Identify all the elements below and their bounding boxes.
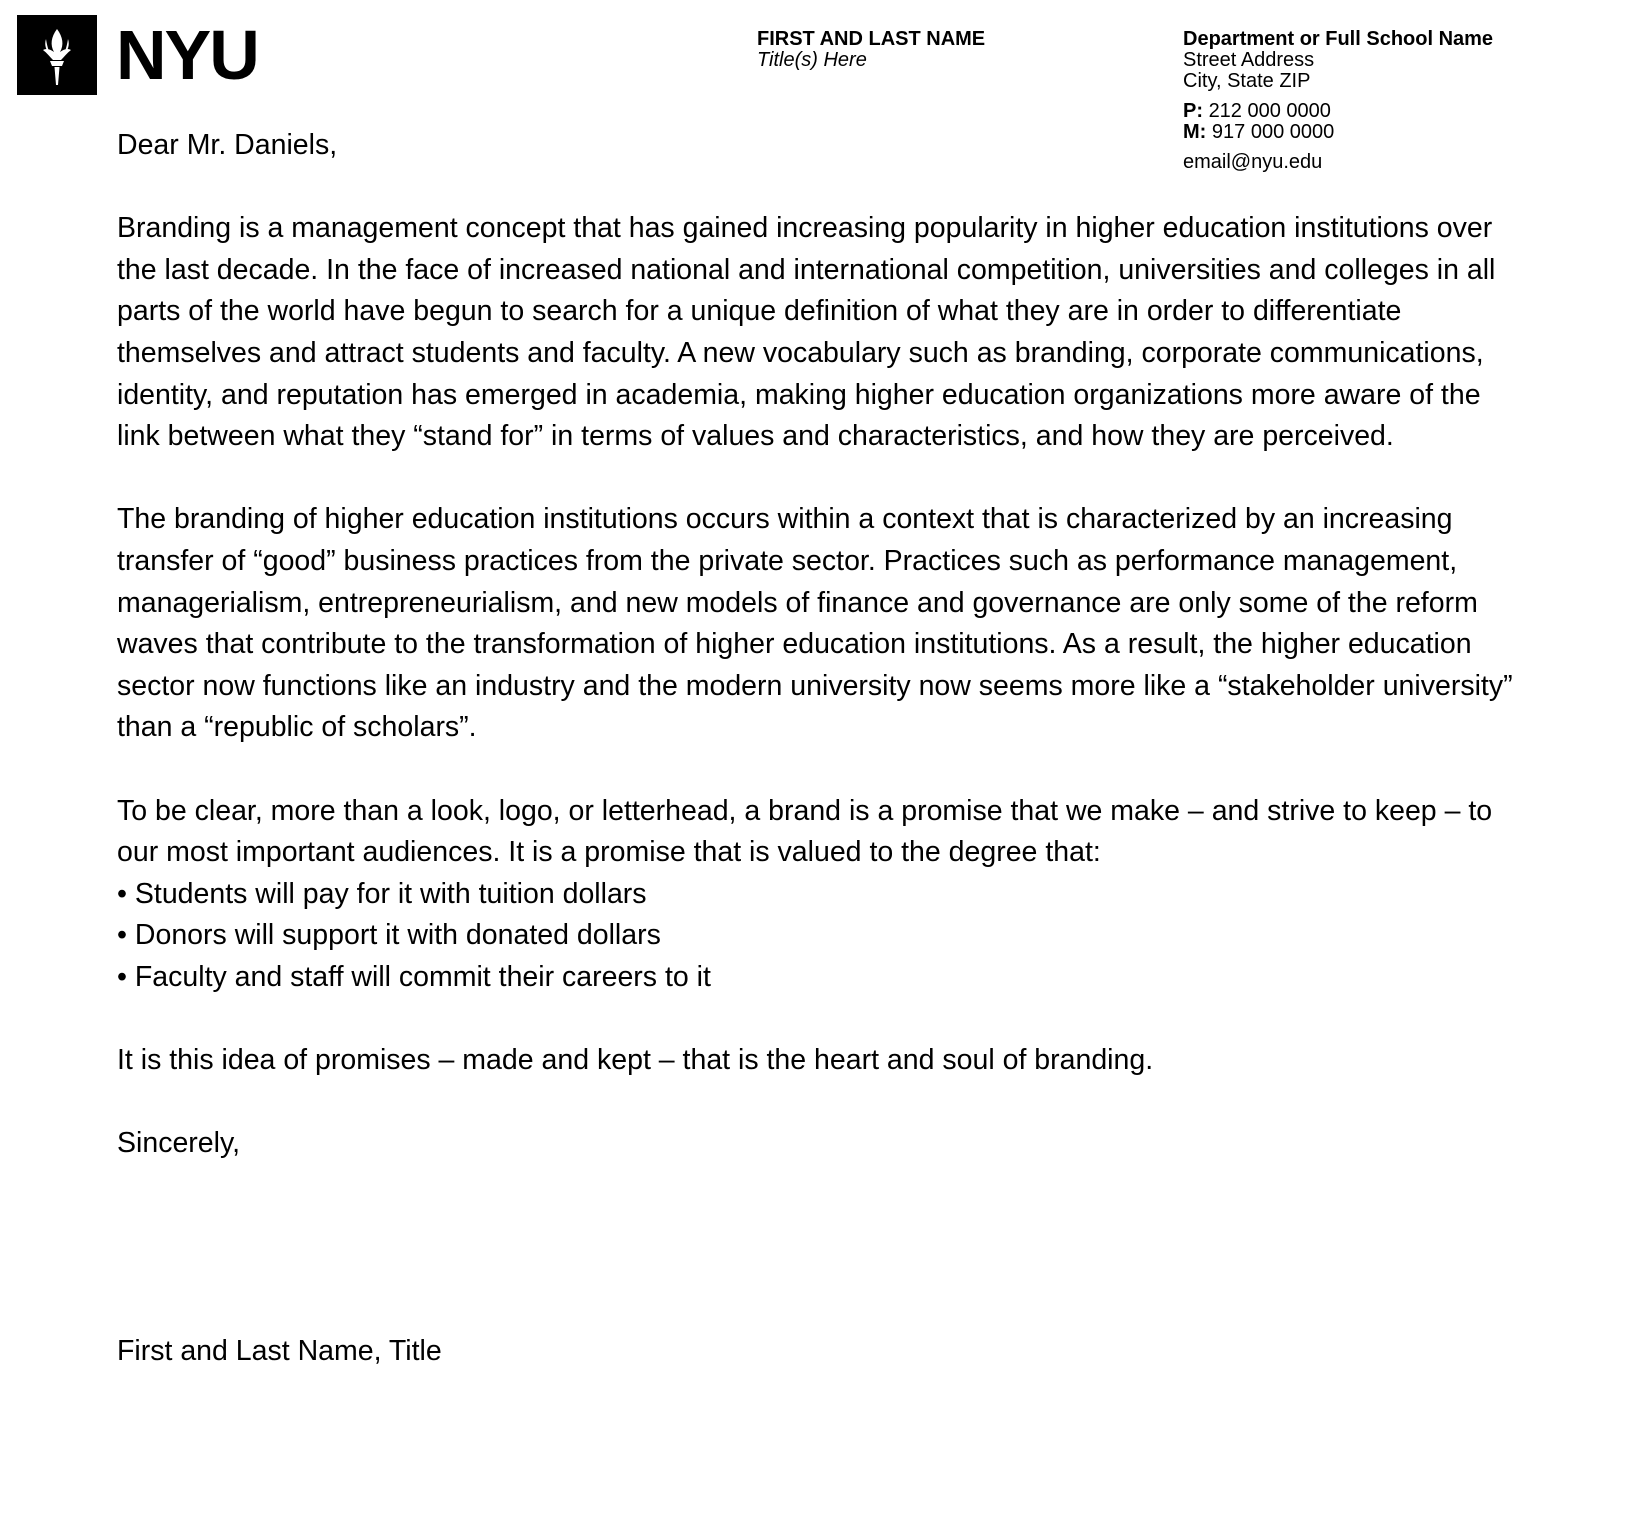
list-item: • Students will pay for it with tuition dollars [117, 877, 647, 910]
conclusion: It is this idea of promises – made and kept – that is the heart and soul of branding. [117, 1044, 1154, 1077]
mobile-label: M: [1183, 121, 1207, 143]
department-name: Department or Full School Name [1183, 28, 1494, 50]
nyu-wordmark: NYU [116, 16, 258, 94]
signature: First and Last Name, Title [117, 1334, 442, 1367]
salutation: Dear Mr. Daniels, [117, 129, 338, 161]
paragraph-2: The branding of higher education institutions occurs within a context that is characterized by an increasing transfer of “good” business practices from the private sector. Practices such as performance management, managerialism, entrepreneurialism, and new models of finance and governance are only some of the reform waves that contribute to the transformation of higher education institutions. As a result, the higher education sector now functions like an industry and the modern university now seems more like a “stakeholder university” than a “republic of scholars”. [117, 503, 1513, 744]
paragraph-3: To be clear, more than a look, logo, or letterhead, a brand is a promise that we make – and strive to keep – to our most important audiences. It is a promise that is valued to the degree that: [117, 794, 1493, 869]
sender-block [757, 29, 985, 71]
street-address: Street Address [1183, 49, 1315, 71]
phone-label: P: [1183, 100, 1203, 122]
mobile-number: 917 000 0000 [1211, 121, 1335, 143]
sender-title: Title(s) Here [757, 49, 867, 71]
email-address: email@nyu.edu [1183, 151, 1323, 173]
promise-list [117, 874, 1517, 999]
phone-line [1183, 101, 1493, 122]
sender-name: FIRST AND LAST NAME [757, 28, 986, 50]
nyu-torch-logo [17, 15, 97, 95]
list-item: • Faculty and staff will commit their careers to it [117, 960, 711, 993]
torch-icon [17, 15, 97, 95]
letter-body [117, 125, 1517, 1372]
city-state-zip: City, State ZIP [1183, 70, 1311, 92]
list-item: • Donors will support it with donated dollars [117, 919, 661, 952]
phone-number: 212 000 0000 [1208, 100, 1331, 122]
closing: Sincerely, [117, 1127, 241, 1160]
paragraph-1: Branding is a management concept that has gained increasing popularity in higher education institutions over the last decade. In the face of increased national and international competition, universities and colleges in all parts of the world have begun to search for a unique definition of what they are in order to differentiate themselves and attract students and faculty. A new vocabulary such as branding, corporate communications, identity, and reputation has emerged in academia, making higher education organizations more aware of the link between what they “stand for” in terms of values and characteristics, and how they are perceived. [117, 212, 1496, 453]
